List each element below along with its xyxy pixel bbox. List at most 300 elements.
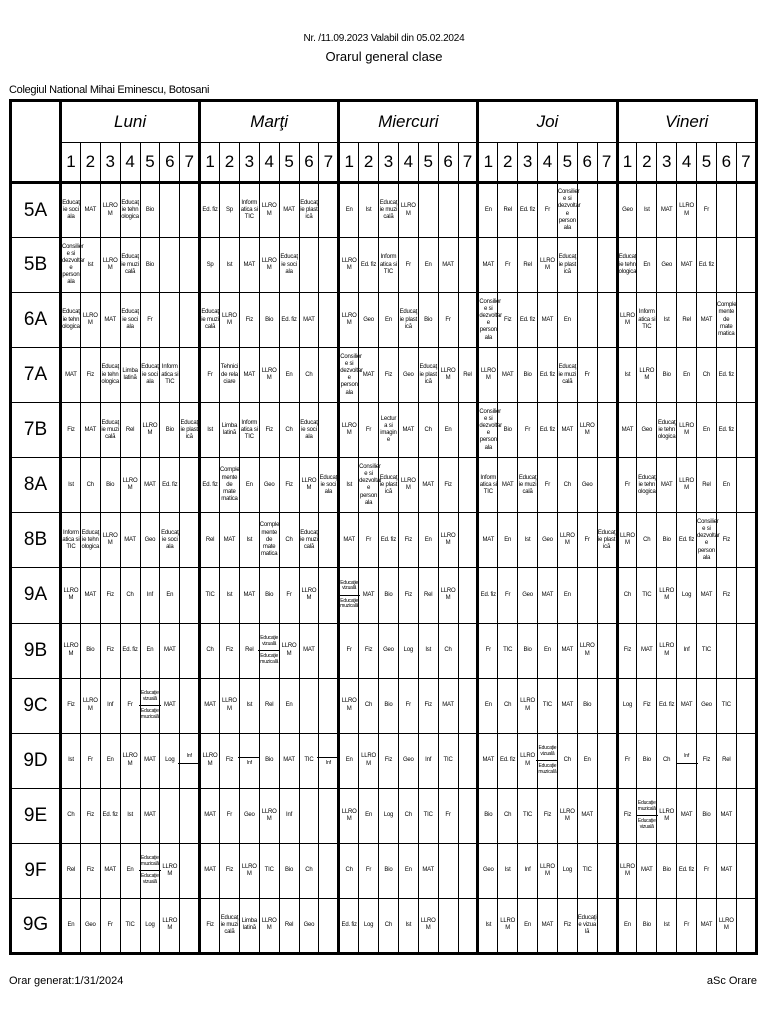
period-number: 6: [577, 143, 597, 183]
lesson-cell: LLRO M: [339, 788, 359, 843]
lesson-cell: Educaţ ie plast ică: [557, 238, 577, 293]
lesson-cell: Bio: [577, 678, 597, 733]
lesson-cell: [180, 238, 200, 293]
lesson-cell: Limba latină: [120, 348, 140, 403]
class-name: 9F: [11, 843, 61, 898]
lesson-cell: LLRO M: [339, 678, 359, 733]
lesson-cell: Ed. fiz: [359, 238, 379, 293]
lesson-cell: TIC: [120, 898, 140, 953]
lesson-cell: Inf: [518, 843, 538, 898]
lesson-cell: Ed. fiz: [160, 458, 180, 513]
lesson-cell: [458, 733, 478, 788]
lesson-cell: Bio: [657, 843, 677, 898]
lesson-cell: LLRO M: [61, 623, 81, 678]
lesson-cell: [597, 788, 617, 843]
lesson-cell: Ist: [398, 898, 418, 953]
lesson-cell: Geo: [239, 788, 259, 843]
lesson-cell: Fr: [677, 898, 697, 953]
lesson-cell: Ed. fiz: [518, 293, 538, 348]
split-divider: [676, 763, 698, 764]
lesson-cell: Consilier e si dezvoltar e person ala: [478, 403, 498, 458]
lesson-cell: TIC: [418, 788, 438, 843]
split-divider: [139, 870, 161, 871]
split-lesson-bottom: Educaţie muzicală: [140, 708, 159, 720]
lesson-cell: [736, 348, 756, 403]
period-number: 1: [61, 143, 81, 183]
lesson-cell: [299, 788, 319, 843]
lesson-cell: MAT: [637, 623, 657, 678]
lesson-cell: Ch: [359, 678, 379, 733]
period-number: 2: [359, 143, 379, 183]
lesson-cell: Educaţ ie soci ala: [299, 403, 319, 458]
lesson-cell: TIC: [498, 623, 518, 678]
lesson-cell: MAT: [697, 293, 717, 348]
lesson-cell: TIC: [518, 788, 538, 843]
lesson-cell: Bio: [518, 348, 538, 403]
class-name: 7B: [11, 403, 61, 458]
lesson-cell: LLRO M: [120, 733, 140, 788]
lesson-cell: Rel: [498, 183, 518, 238]
lesson-cell: [716, 623, 736, 678]
lesson-cell: Ch: [418, 403, 438, 458]
lesson-cell: MAT: [697, 898, 717, 953]
lesson-cell: [180, 678, 200, 733]
lesson-cell: LLRO M: [239, 843, 259, 898]
lesson-cell: Comple mente de mate matica: [220, 458, 240, 513]
lesson-cell: Ch: [279, 513, 299, 568]
lesson-cell: Comple mente de mate matica: [259, 513, 279, 568]
lesson-cell: Fr: [100, 898, 120, 953]
lesson-cell: [538, 733, 558, 788]
period-number: 5: [279, 143, 299, 183]
lesson-cell: [458, 403, 478, 458]
lesson-cell: [458, 898, 478, 953]
lesson-cell: [180, 898, 200, 953]
lesson-cell: Fiz: [61, 678, 81, 733]
lesson-cell: Fiz: [716, 513, 736, 568]
lesson-cell: [597, 733, 617, 788]
lesson-cell: [180, 183, 200, 238]
lesson-cell: Fr: [398, 678, 418, 733]
lesson-cell: Ed. fiz: [716, 403, 736, 458]
lesson-cell: Educaţ ie muzi cală: [379, 183, 399, 238]
lesson-cell: Geo: [359, 293, 379, 348]
lesson-cell: LLRO M: [657, 568, 677, 623]
lesson-cell: Ed. fiz: [697, 238, 717, 293]
lesson-cell: [736, 788, 756, 843]
period-number: 5: [697, 143, 717, 183]
class-name: 5B: [11, 238, 61, 293]
lesson-cell: Consilier e si dezvoltar e person ala: [339, 348, 359, 403]
split-divider: [258, 650, 280, 651]
split-lesson-bottom: Educaţie vizuală: [637, 818, 656, 830]
lesson-cell: [597, 348, 617, 403]
lesson-cell: Geo: [657, 238, 677, 293]
lesson-cell: Fr: [220, 788, 240, 843]
split-lesson-bottom: Inf: [246, 760, 252, 767]
period-number: 3: [379, 143, 399, 183]
period-number: 2: [80, 143, 100, 183]
class-name: 9G: [11, 898, 61, 953]
lesson-cell: TIC: [200, 568, 220, 623]
class-name: 7A: [11, 348, 61, 403]
period-number: 5: [557, 143, 577, 183]
lesson-cell: MAT: [160, 678, 180, 733]
lesson-cell: LLRO M: [538, 843, 558, 898]
lesson-cell: En: [339, 183, 359, 238]
lesson-cell: [736, 293, 756, 348]
lesson-cell: Ist: [239, 513, 259, 568]
lesson-cell: [736, 513, 756, 568]
class-row: [11, 403, 757, 458]
lesson-cell: Sp: [200, 238, 220, 293]
lesson-cell: MAT: [538, 898, 558, 953]
lesson-cell: Fiz: [100, 623, 120, 678]
lesson-cell: Consilier e si dezvoltar e person ala: [697, 513, 717, 568]
lesson-cell: Fiz: [220, 733, 240, 788]
lesson-cell: [637, 788, 657, 843]
lesson-cell: Educaţ ie tehn ologica: [617, 238, 637, 293]
lesson-cell: LLRO M: [100, 513, 120, 568]
lesson-cell: Educaţ ie plast ică: [597, 513, 617, 568]
lesson-cell: TIC: [438, 733, 458, 788]
lesson-cell: Bio: [637, 898, 657, 953]
lesson-cell: Rel: [697, 458, 717, 513]
lesson-cell: Educaţ ie muzi cală: [299, 513, 319, 568]
lesson-cell: Geo: [637, 403, 657, 458]
period-number: 3: [518, 143, 538, 183]
lesson-cell: Fiz: [239, 293, 259, 348]
lesson-cell: Bio: [518, 623, 538, 678]
lesson-cell: Ch: [80, 458, 100, 513]
split-lesson-bottom: Inf: [325, 760, 331, 767]
lesson-cell: [160, 183, 180, 238]
lesson-cell: En: [538, 623, 558, 678]
lesson-cell: Rel: [716, 733, 736, 788]
period-number: 1: [478, 143, 498, 183]
lesson-cell: Ed. fiz: [379, 513, 399, 568]
lesson-cell: LLRO M: [80, 678, 100, 733]
lesson-cell: LLRO M: [657, 788, 677, 843]
class-row: [11, 788, 757, 843]
lesson-cell: Ch: [398, 788, 418, 843]
lesson-cell: Fiz: [279, 458, 299, 513]
lesson-cell: [458, 293, 478, 348]
lesson-cell: [180, 513, 200, 568]
lesson-cell: En: [518, 898, 538, 953]
lesson-cell: Consilier e si dezvoltar e person ala: [557, 183, 577, 238]
lesson-cell: Bio: [379, 678, 399, 733]
lesson-cell: LLRO M: [339, 403, 359, 458]
lesson-cell: Geo: [518, 568, 538, 623]
lesson-cell: MAT: [299, 623, 319, 678]
lesson-cell: [418, 183, 438, 238]
lesson-cell: [458, 788, 478, 843]
lesson-cell: Educaţ ie muzi cală: [100, 403, 120, 458]
lesson-cell: Consilier e si dezvoltar e person ala: [359, 458, 379, 513]
lesson-cell: [319, 733, 339, 788]
lesson-cell: Ed. fiz: [120, 623, 140, 678]
lesson-cell: Bio: [259, 733, 279, 788]
document-title: Orarul general clase: [325, 49, 443, 64]
lesson-cell: Inform atica si TIC: [61, 513, 81, 568]
lesson-cell: Fr: [398, 238, 418, 293]
lesson-cell: Bio: [657, 513, 677, 568]
lesson-cell: [736, 568, 756, 623]
period-number: 4: [120, 143, 140, 183]
lesson-cell: En: [478, 183, 498, 238]
lesson-cell: MAT: [478, 733, 498, 788]
lesson-cell: Ch: [299, 843, 319, 898]
class-name: 9C: [11, 678, 61, 733]
class-row: [11, 733, 757, 788]
lesson-cell: [736, 733, 756, 788]
lesson-cell: Ch: [557, 733, 577, 788]
lesson-cell: En: [557, 568, 577, 623]
split-lesson-top: Inf: [684, 753, 690, 760]
lesson-cell: MAT: [160, 623, 180, 678]
lesson-cell: Fr: [697, 183, 717, 238]
lesson-cell: Bio: [657, 348, 677, 403]
split-divider: [536, 760, 558, 761]
lesson-cell: [597, 843, 617, 898]
lesson-cell: Lectur a si imagin e: [379, 403, 399, 458]
lesson-cell: Fr: [279, 568, 299, 623]
period-number: 6: [716, 143, 736, 183]
lesson-cell: Inform atica si TIC: [239, 183, 259, 238]
lesson-cell: Geo: [577, 458, 597, 513]
lesson-cell: Educaţ ie muzi cală: [220, 898, 240, 953]
period-number: 3: [657, 143, 677, 183]
lesson-cell: [736, 183, 756, 238]
lesson-cell: Educaţ ie muzi cală: [518, 458, 538, 513]
lesson-cell: [677, 733, 697, 788]
class-name: 8B: [11, 513, 61, 568]
period-number: 2: [498, 143, 518, 183]
class-row: [11, 568, 757, 623]
lesson-cell: [180, 623, 200, 678]
lesson-cell: Ed. fiz: [518, 183, 538, 238]
lesson-cell: Bio: [259, 568, 279, 623]
lesson-cell: Fiz: [438, 458, 458, 513]
lesson-cell: Educaţ ie plast ică: [379, 458, 399, 513]
lesson-cell: Fiz: [498, 293, 518, 348]
lesson-cell: [597, 568, 617, 623]
lesson-cell: [577, 183, 597, 238]
lesson-cell: Bio: [140, 183, 160, 238]
lesson-cell: [597, 183, 617, 238]
lesson-cell: Fiz: [557, 898, 577, 953]
lesson-cell: Geo: [697, 678, 717, 733]
period-number: 4: [538, 143, 558, 183]
lesson-cell: Ed. fiz: [200, 183, 220, 238]
lesson-cell: Fiz: [61, 403, 81, 458]
split-lesson-bottom: Educaţie muzicală: [260, 653, 279, 665]
lesson-cell: [577, 568, 597, 623]
lesson-cell: Fiz: [617, 788, 637, 843]
lesson-cell: [597, 898, 617, 953]
lesson-cell: [319, 843, 339, 898]
lesson-cell: Rel: [279, 898, 299, 953]
lesson-cell: Bio: [498, 403, 518, 458]
lesson-cell: LLRO M: [80, 293, 100, 348]
lesson-cell: En: [100, 733, 120, 788]
lesson-cell: Fiz: [697, 733, 717, 788]
lesson-cell: Educaţi e vizua lă: [577, 898, 597, 953]
split-lesson-bottom: Educaţie muzicală: [538, 763, 557, 775]
period-number: 2: [220, 143, 240, 183]
lesson-cell: Ed. fiz: [100, 788, 120, 843]
lesson-cell: [458, 513, 478, 568]
lesson-cell: Educaţ ie tehn ologica: [80, 513, 100, 568]
lesson-cell: [458, 843, 478, 898]
lesson-cell: Ist: [657, 898, 677, 953]
lesson-cell: Sp: [220, 183, 240, 238]
lesson-cell: MAT: [80, 568, 100, 623]
lesson-cell: TIC: [637, 568, 657, 623]
lesson-cell: En: [160, 568, 180, 623]
lesson-cell: [319, 293, 339, 348]
lesson-cell: Bio: [160, 403, 180, 458]
lesson-cell: LLRO M: [398, 458, 418, 513]
lesson-cell: MAT: [339, 513, 359, 568]
period-number: 1: [617, 143, 637, 183]
split-lesson-top: Educaţie muzicală: [140, 855, 159, 867]
period-number: 3: [100, 143, 120, 183]
class-name: 6A: [11, 293, 61, 348]
class-name: 5A: [11, 183, 61, 238]
split-lesson-top: Inf: [186, 753, 192, 760]
lesson-cell: MAT: [100, 293, 120, 348]
lesson-cell: Bio: [100, 458, 120, 513]
lesson-cell: Ist: [220, 568, 240, 623]
lesson-cell: MAT: [557, 403, 577, 458]
lesson-cell: MAT: [716, 843, 736, 898]
lesson-cell: Fr: [200, 348, 220, 403]
lesson-cell: En: [557, 293, 577, 348]
lesson-cell: Bio: [418, 293, 438, 348]
lesson-cell: Ed. fiz: [478, 568, 498, 623]
class-row: [11, 458, 757, 513]
lesson-cell: LLRO M: [398, 183, 418, 238]
lesson-cell: Consilier e si dezvoltar e person ala: [478, 293, 498, 348]
period-number: 4: [259, 143, 279, 183]
lesson-cell: Rel: [200, 513, 220, 568]
lesson-cell: Fiz: [398, 513, 418, 568]
lesson-cell: [180, 458, 200, 513]
lesson-cell: Educaţ ie muzi cală: [557, 348, 577, 403]
lesson-cell: En: [677, 348, 697, 403]
lesson-cell: TIC: [299, 733, 319, 788]
lesson-cell: [597, 238, 617, 293]
class-row: [11, 348, 757, 403]
lesson-cell: Ist: [518, 513, 538, 568]
lesson-cell: LLRO M: [160, 843, 180, 898]
lesson-cell: En: [617, 898, 637, 953]
lesson-cell: Fiz: [220, 623, 240, 678]
lesson-cell: MAT: [239, 348, 259, 403]
lesson-cell: Inf: [418, 733, 438, 788]
lesson-cell: [319, 788, 339, 843]
lesson-cell: TIC: [538, 678, 558, 733]
lesson-cell: LLRO M: [418, 898, 438, 953]
lesson-cell: MAT: [80, 183, 100, 238]
class-name: 9E: [11, 788, 61, 843]
lesson-cell: LLRO M: [498, 898, 518, 953]
lesson-cell: Ed. fiz: [538, 348, 558, 403]
lesson-cell: [140, 843, 160, 898]
lesson-cell: Fiz: [259, 403, 279, 458]
lesson-cell: Ist: [220, 238, 240, 293]
lesson-cell: Educaţ ie plast ică: [299, 183, 319, 238]
lesson-cell: Fr: [120, 678, 140, 733]
lesson-cell: Ed. fiz: [677, 843, 697, 898]
lesson-cell: Geo: [299, 898, 319, 953]
lesson-cell: LLRO M: [359, 733, 379, 788]
lesson-cell: [458, 183, 478, 238]
lesson-cell: Log: [379, 788, 399, 843]
lesson-cell: Educaţ ie tehn ologica: [61, 293, 81, 348]
lesson-cell: LLRO M: [577, 403, 597, 458]
period-number: 7: [736, 143, 756, 183]
lesson-cell: Inform atica si TIC: [379, 238, 399, 293]
split-divider: [238, 757, 260, 758]
split-divider: [317, 757, 339, 758]
lesson-cell: MAT: [557, 623, 577, 678]
lesson-cell: LLRO M: [557, 513, 577, 568]
lesson-cell: Consilier e si dezvoltar e person ala: [61, 238, 81, 293]
lesson-cell: Ist: [418, 623, 438, 678]
lesson-cell: LLRO M: [259, 348, 279, 403]
lesson-cell: MAT: [140, 458, 160, 513]
lesson-cell: En: [279, 348, 299, 403]
lesson-cell: MAT: [239, 568, 259, 623]
lesson-cell: Ch: [120, 568, 140, 623]
lesson-cell: Ed. fiz: [498, 733, 518, 788]
lesson-cell: En: [140, 623, 160, 678]
lesson-cell: LLRO M: [478, 348, 498, 403]
lesson-cell: En: [438, 403, 458, 458]
lesson-cell: Ist: [239, 678, 259, 733]
lesson-cell: Ist: [498, 843, 518, 898]
day-header: Vineri: [617, 101, 757, 143]
lesson-cell: Ed. fiz: [538, 403, 558, 458]
lesson-cell: LLRO M: [577, 623, 597, 678]
lesson-cell: MAT: [657, 458, 677, 513]
lesson-cell: LLRO M: [259, 183, 279, 238]
lesson-cell: Bio: [279, 843, 299, 898]
period-number: 7: [319, 143, 339, 183]
lesson-cell: MAT: [637, 843, 657, 898]
lesson-cell: Rel: [458, 348, 478, 403]
day-header: Joi: [478, 101, 617, 143]
lesson-cell: LLRO M: [438, 513, 458, 568]
period-number: 5: [140, 143, 160, 183]
split-divider: [636, 815, 658, 816]
lesson-cell: MAT: [239, 238, 259, 293]
lesson-cell: LLRO M: [279, 623, 299, 678]
lesson-cell: Educaţ ie plast ică: [418, 348, 438, 403]
lesson-cell: LLRO M: [100, 183, 120, 238]
lesson-cell: MAT: [677, 238, 697, 293]
lesson-cell: Fr: [577, 348, 597, 403]
lesson-cell: Ist: [200, 403, 220, 458]
period-number: 1: [200, 143, 220, 183]
lesson-cell: MAT: [140, 733, 160, 788]
lesson-cell: LLRO M: [438, 348, 458, 403]
lesson-cell: Fr: [339, 623, 359, 678]
lesson-cell: MAT: [716, 788, 736, 843]
